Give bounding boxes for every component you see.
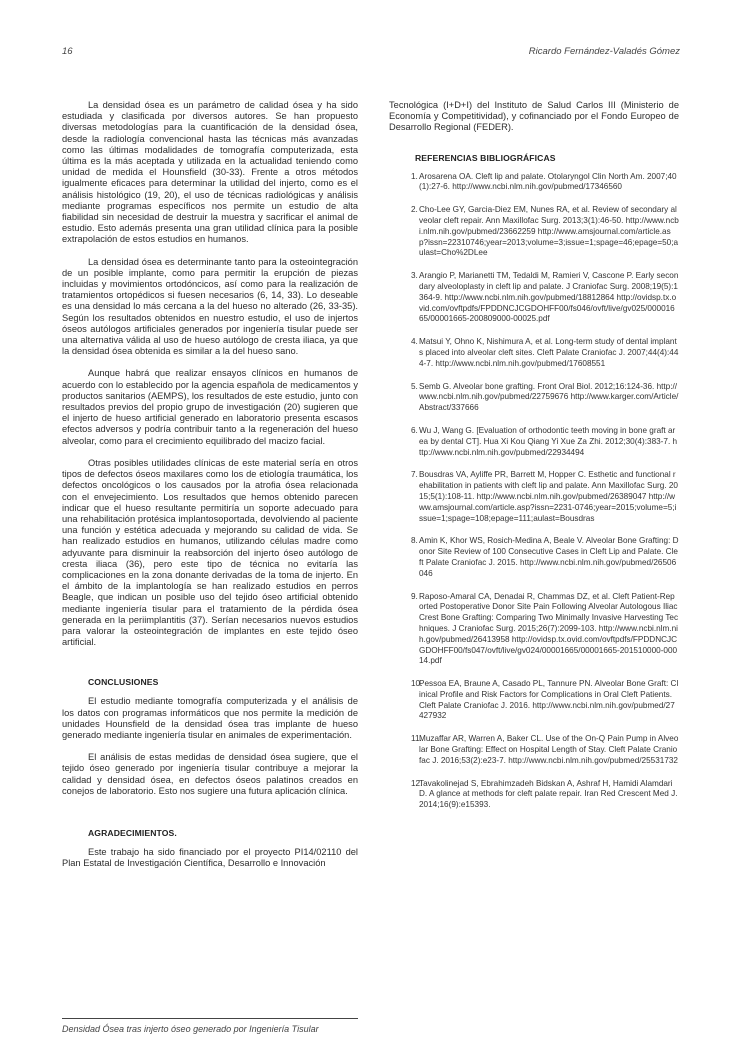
reference-number: 5. [411,381,418,391]
acknowledgements-heading: AGRADECIMIENTOS. [88,827,177,838]
conclusion-paragraph: El análisis de estas medidas de densidad ósea sugiere, que el tejido óseo generado por ingeniería tisular contribuye a mejorar la calidad y densidad ósea, en defectos óseos palatinos creados en conejos de laboratorio. Esto nos sugiere una futura aplicación clínica. [62,752,358,796]
body-paragraph: La densidad ósea es un parámetro de calidad ósea y ha sido estudiada y clasificada por diversos autores. Se han propuesto diversas metodologías para la cuantificación de la densidad ósea, desde la radiología convencional hasta las técnicas más avanzadas como las últimas modalidades de tomografía computerizada, esta última es la más aceptada y utilizada en la actualidad teniendo como unidad de medida el Hounsfield (30-33). Frente a otros métodos igualmente eficaces para determinar la utilidad del injerto, como es el análisis histológico (19, 20), el uso de técnicas radiológicas y análisis mediante programas específicos nos permite un estudio de alta fiabilidad sin necesidad de destruir la muestra y sacrificar el animal de estudio. Esto además presenta una gran utilidad clínica para la posible extrapolación de estos estudios en humanos. [62,100,358,245]
reference-text: Arangio P, Marianetti TM, Tedaldi M, Ramieri V, Cascone P. Early secondary alveoloplasty in cleft lip and palate. J Craniofac Surg. 2008;19(5):1364-9. http://www.ncbi.nlm.nih.gov/pubmed/18812864 http://ovidsp.tx.ovid.com/ovftpdfs/FPDDNCJCGDOHFF00/fs046/ovft/live/gv025/00001665/00001665-200809000-00025.pdf [419,271,679,324]
reference-number: 6. [411,425,418,435]
reference-number: 7. [411,470,418,480]
reference-number: 4. [411,337,418,347]
acknowledgements-paragraph: Este trabajo ha sido financiado por el proyecto PI14/02110 del Plan Estatal de Investigación Científica, Desarrollo e Innovación [62,846,358,869]
conclusions-heading: CONCLUSIONES [88,677,159,688]
reference-text: Bousdras VA, Ayliffe PR, Barrett M, Hopper C. Esthetic and functional rehabilitation in patients with cleft lip and palate. Ann Maxillofac Surg. 2015;5(1):108-11. http://www.ncbi.nlm.nih.gov/pubmed/26389047 http://www.amsjournal.com/article.asp?issn=2231-0746;year=2015;volume=5;issue=1;spage=108;epage=111;aulast=Bousdras [419,470,678,523]
reference-item [389,172,679,194]
body-paragraph: Aunque habrá que realizar ensayos clínicos en humanos de acuerdo con lo establecido por la agencia española de medicamentos y productos sanitarios (AEMPS), los resultados de este estudio, junto con resultados previos del propio grupo de investigación (20) sugieren que el injerto de hueso artificial generado en laboratorio presenta escasos efectos adversos y podría contribuir tanto a la regeneración del hueso alveolar, como para el crecimiento equilibrado del macizo facial. [62,368,358,446]
reference-number: 10. [411,679,423,689]
body-paragraph: La densidad ósea es determinante tanto para la osteointegración de un posible implante, como para permitir la erupción de piezas incluidas y movimientos ortodóncicos, así como para la realización de tratamientos ortopédicos si fuesen necesarios (6, 14, 33). Lo deseable es una densidad lo más cercana a la del hueso no alterado (26, 33-35). Según los resultados obtenidos en nuestro estudio, el uso de injertos óseos autólogos artificiales generados por ingeniería tisular puede ser una alternativa válida al uso de hueso autólogo de cresta iliaca, ya que la densidad ósea obtenida es similar a la del hueso sano. [62,256,358,357]
reference-text: Semb G. Alveolar bone grafting. Front Oral Biol. 2012;16:124-36. http://www.ncbi.nlm.nih.gov/pubmed/22759676 http://www.karger.com/Article/Abstract/337666 [419,381,679,413]
reference-number: 1. [411,171,418,181]
reference-item [389,382,679,414]
reference-text: Tavakolinejad S, Ebrahimzadeh Bidskan A, Ashraf H, Hamidi Alamdari D. A glance at methods for cleft palate repair. Iran Red Crescent Med J. 2014;16(9):e15393. [419,778,678,810]
right-column [389,100,679,823]
reference-item [389,734,679,766]
references-heading: REFERENCIAS BIBLIOGRÁFICAS [415,152,556,163]
footer-running-title: Densidad Ósea tras injerto óseo generado por Ingeniería Tisular [62,1024,319,1034]
conclusion-paragraph: El estudio mediante tomografía computerizada y el análisis de los datos con programas informáticos que nos permite la medición de unidades Hounsfield de la densidad ósea tras implante de hueso generado mediante ingeniería tisular en animales de experimentación. [62,696,358,740]
reference-text: Muzaffar AR, Warren A, Baker CL. Use of the On-Q Pain Pump in Alveolar Bone Grafting: Effect on Hospital Length of Stay. Cleft Palate Craniofac J. 2016;53(2):e23-7. http://www.ncbi.nlm.nih.gov/pubmed/25531732 [419,734,679,765]
reference-text: Wu J, Wang G. [Evaluation of orthodontic teeth moving in bone graft area by dental CT]. Hua Xi Kou Qiang Yi Xue Za Zhi. 2012;30(4):383-7. http://www.ncbi.nlm.nih.gov/pubmed/22934494 [419,425,678,457]
reference-item [389,679,679,722]
reference-item [389,592,679,668]
running-author: Ricardo Fernández-Valadés Gómez [528,46,680,57]
reference-text: Amin K, Khor WS, Rosich-Medina A, Beale V. Alveolar Bone Grafting: Donor Site Review of 100 Consecutive Cases in Cleft Lip and Palate. Cleft Palate Craniofac J. 2015. http://www.ncbi.nlm.nih.gov/pubmed/26506046 [419,536,679,578]
reference-number: 2. [411,205,418,215]
reference-text: Matsui Y, Ohno K, Nishimura A, et al. Long-term study of dental implants placed into alveolar cleft sites. Cleft Palate Craniofac J. 2007;44(4):444-7. http://www.ncbi.nlm.nih.gov/pubmed/17608551 [419,337,679,368]
reference-number: 12. [411,778,423,788]
reference-number: 9. [411,591,418,601]
reference-number: 3. [411,271,418,281]
reference-item [389,426,679,458]
reference-list [389,172,679,811]
footer-divider [62,1018,358,1019]
reference-number: 8. [411,536,418,546]
reference-number: 11. [411,734,422,744]
continued-paragraph: Tecnológica (I+D+I) del Instituto de Salud Carlos III (Ministerio de Economía y Competitividad), y cofinanciado por el Fondo Europeo de Desarrollo Regional (FEDER). [389,100,679,133]
reference-item [389,536,679,579]
reference-text: Arosarena OA. Cleft lip and palate. Otolaryngol Clin North Am. 2007;40(1):27-6. http://www.ncbi.nlm.nih.gov/pubmed/17346560 [419,171,677,192]
reference-item [389,337,679,369]
reference-item [389,470,679,524]
reference-item [389,205,679,259]
body-paragraph: Otras posibles utilidades clínicas de este material sería en otros tipos de defectos óseos maxilares como los de etiología traumática, los defectos oncológicos o los causados por la atrofia ósea relacionada con el envejecimiento. Los resultados que hemos obtenido parecen indicar que el hueso resultante permitiría un soporte adecuado para una rehabilitación protésica implantosoportada, devolviendo al paciente una función y estética adecuada y mejorando su calidad de vida. Se han realizado estudios en humanos, utilizando células madre como adyuvante para disminuir la reabsorción del injerto óseo autólogo de cresta iliaca (36), pero este tipo de técnica no evitaría las complicaciones en la zona donante derivadas de la toma de injerto. En el ámbito de la implantología se han realizado estudios en perros Beagle, que indican un posible uso del tejido óseo artificial obtenido mediante ingeniería tisular para el tratamiento de la pérdida ósea generada en la periimplantitis (37). Serían necesarios nuevos estudios para valorar la osteointegración de implantes en este tejido óseo artificial. [62,457,358,648]
reference-item [389,271,679,325]
left-column [62,100,358,880]
reference-item [389,779,679,811]
reference-text: Cho-Lee GY, Garcia-Diez EM, Nunes RA, et al. Review of secondary alveolar cleft repair. Ann Maxillofac Surg. 2013;3(1):46-50. http://www.ncbi.nlm.nih.gov/pubmed/23662259 http://www.amsjournal.com/article.asp?issn=22310746;year=2013;volume=3;issue=1;spage=46;epage=50;aulast=Cho%2DLee [419,205,679,258]
page-number: 16 [62,46,73,57]
reference-text: Pessoa EA, Braune A, Casado PL, Tannure PN. Alveolar Bone Graft: Clinical Profile and Risk Factors for Complications in Oral Cleft Patients. Cleft Palate Craniofac J. 2016. http://www.ncbi.nlm.nih.gov/pubmed/27427932 [419,679,679,721]
reference-text: Raposo-Amaral CA, Denadai R, Chammas DZ, et al. Cleft Patient-Reported Postoperative Donor Site Pain Following Alveolar Autologous Iliac Crest Bone Grafting: Comparing Two Minimally Invasive Harvesting Techniques. J Craniofac Surg. 2015;26(7):2099-103. http://www.ncbi.nlm.nih.gov/pubmed/26413958 http://ovidsp.tx.ovid.com/ovftpdfs/FPDDNCJCGDOHFF00/fs047/ovft/live/gv024/00001665/00001665-201510000-00014.pdf [419,591,679,666]
